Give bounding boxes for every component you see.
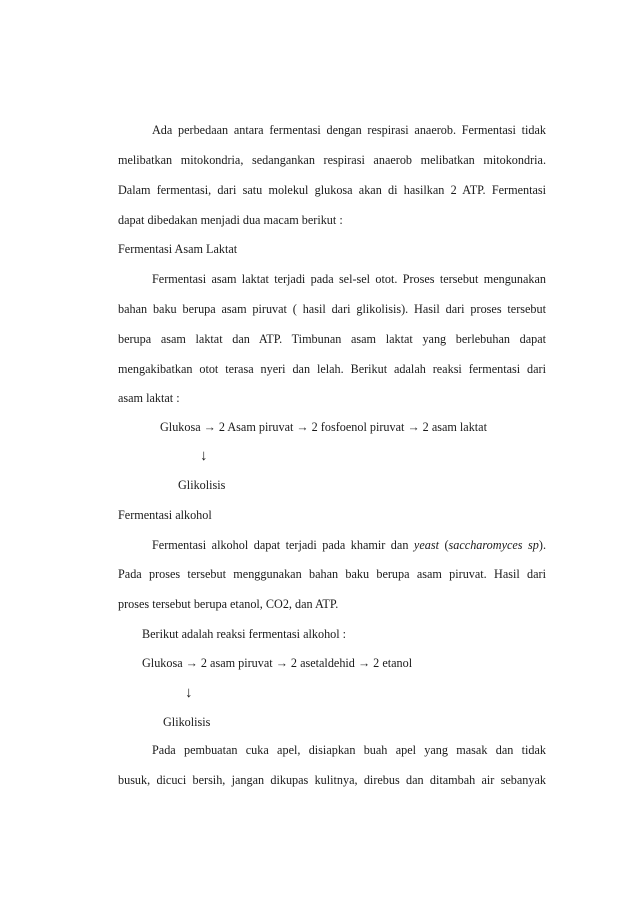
reaction-intro: Berikut adalah reaksi fermentasi alkohol : — [142, 627, 347, 641]
section-heading-lactic: Fermentasi Asam Laktat — [118, 242, 238, 256]
paragraph-line: Fermentasi asam laktat terjadi pada sel-sel otot. Proses tersebut mengunakan — [152, 272, 546, 286]
paragraph-line: Pada proses tersebut menggunakan bahan baku berupa asam piruvat. Hasil dari — [118, 567, 546, 581]
yeast-term: yeast — [413, 538, 439, 552]
paragraph-line: melibatkan mitokondria, sedangankan respirasi anaerob melibatkan mitokondria. — [118, 153, 546, 167]
paragraph-line: bahan baku berupa asam piruvat ( hasil dari glikolisis). Hasil dari proses tersebut — [118, 302, 546, 316]
section-heading-alcohol: Fermentasi alkohol — [118, 508, 212, 522]
paragraph-line: Ada perbedaan antara fermentasi dengan respirasi anaerob. Fermentasi tidak — [152, 123, 546, 137]
glycolysis-label: Glikolisis — [178, 478, 226, 492]
down-arrow-icon: ↓ — [185, 685, 193, 701]
paragraph-line: Pada pembuatan cuka apel, disiapkan buah apel yang masak dan tidak — [152, 743, 546, 757]
paragraph-line: asam laktat : — [118, 391, 180, 405]
paragraph-line: Dalam fermentasi, dari satu molekul glukosa akan di hasilkan 2 ATP. Fermentasi — [118, 183, 546, 197]
reaction-equation-lactic: Glukosa → 2 Asam piruvat → 2 fosfoenol piruvat → 2 asam laktat — [160, 420, 487, 434]
species-name: saccharomyces sp — [448, 538, 539, 552]
glycolysis-label: Glikolisis — [163, 715, 211, 729]
paragraph-line: busuk, dicuci bersih, jangan dikupas kulitnya, direbus dan ditambah air sebanyak — [118, 773, 546, 787]
paragraph-line: dapat dibedakan menjadi dua macam berikut : — [118, 213, 343, 227]
paragraph-line: berupa asam laktat dan ATP. Timbunan asam laktat yang berlebuhan dapat — [118, 332, 546, 346]
paragraph-line: mengakibatkan otot terasa nyeri dan lelah. Berikut adalah reaksi fermentasi dari — [118, 362, 546, 376]
paragraph-line: Fermentasi alkohol dapat terjadi pada khamir dan yeast (saccharomyces sp). — [152, 538, 547, 552]
paragraph-line: proses tersebut berupa etanol, CO2, dan ATP. — [118, 597, 339, 611]
reaction-equation-alcohol: Glukosa → 2 asam piruvat → 2 asetaldehid → 2 etanol — [142, 656, 413, 670]
down-arrow-icon: ↓ — [200, 448, 208, 464]
